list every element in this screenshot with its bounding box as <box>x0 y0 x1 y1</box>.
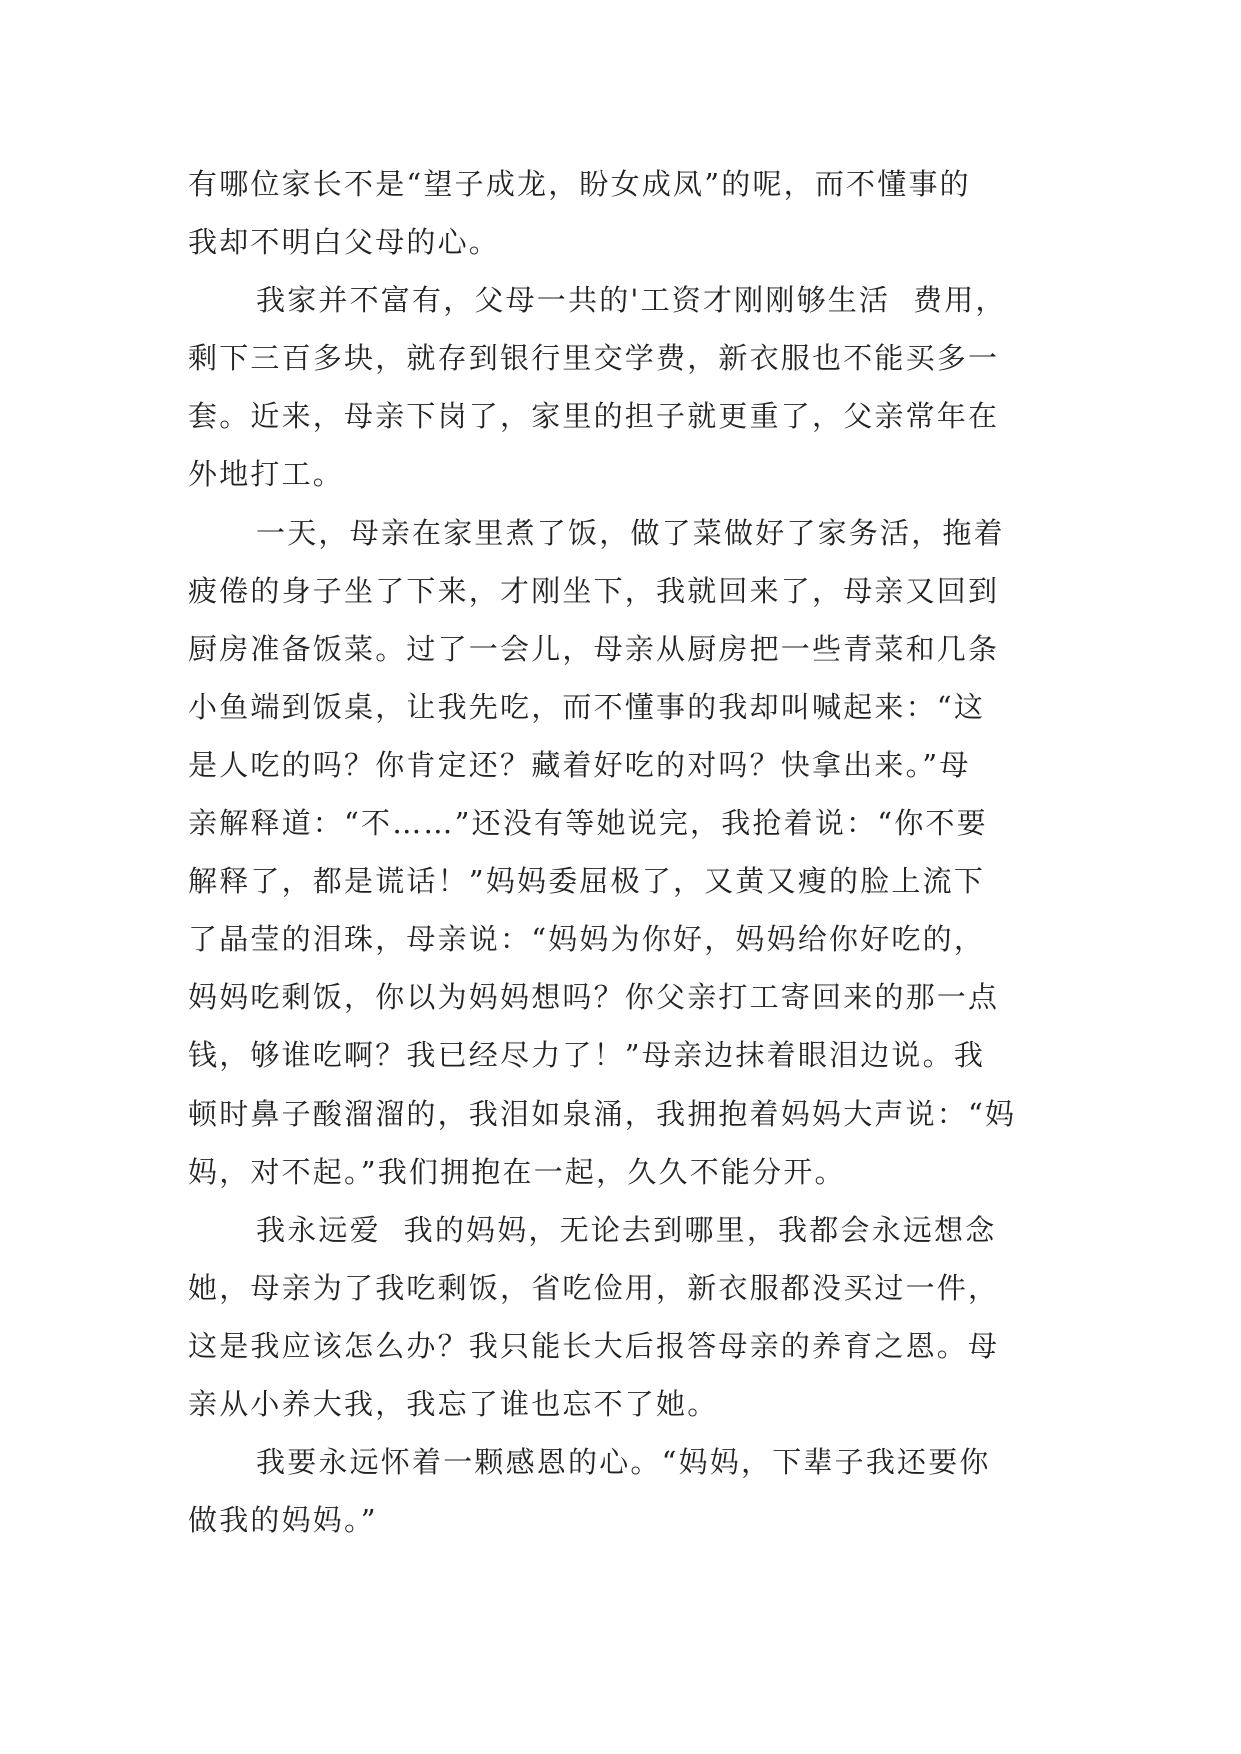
text-line: 套。近来，母亲下岗了，家里的担子就更重了，父亲常年在 <box>188 399 1000 434</box>
text-line: 是人吃的吗？你肯定还？藏着好吃的对吗？快拿出来。”母 <box>188 747 971 782</box>
text-line: 我家并不富有，父母一共的'工资才刚刚够生活 费用， <box>256 283 1007 318</box>
text-line: 亲解释道：“不……”还没有等她说完，我抢着说：“你不要 <box>188 806 988 841</box>
text-line: 这是我应该怎么办？我只能长大后报答母亲的养育之恩。母 <box>188 1328 1000 1363</box>
text-line: 厨房准备饭菜。过了一会儿，母亲从厨房把一些青菜和几条 <box>188 631 1000 666</box>
text-line: 我要永远怀着一颗感恩的心。“妈妈，下辈子我还要你 <box>256 1445 991 1480</box>
text-line: 顿时鼻子酸溜溜的，我泪如泉涌，我拥抱着妈妈大声说：“妈 <box>188 1096 1017 1131</box>
text-line: 剩下三百多块，就存到银行里交学费，新衣服也不能买多一 <box>188 341 1000 376</box>
text-line: 外地打工。 <box>188 457 345 492</box>
text-line: 钱，够谁吃啊？我已经尽力了！”母亲边抹着眼泪边说。我 <box>188 1038 986 1073</box>
text-line: 解释了，都是谎话！”妈妈委屈极了，又黄又瘦的脸上流下 <box>188 864 986 899</box>
text-line: 妈妈吃剩饭，你以为妈妈想吗？你父亲打工寄回来的那一点 <box>188 980 1000 1015</box>
text-line: 她，母亲为了我吃剩饭，省吃俭用，新衣服都没买过一件， <box>188 1270 1000 1305</box>
text-line: 有哪位家长不是“望子成龙，盼女成凤”的呢，而不懂事的 <box>188 167 971 201</box>
text-line: 做我的妈妈。” <box>188 1503 378 1538</box>
text-line: 亲从小养大我，我忘了谁也忘不了她。 <box>188 1386 719 1421</box>
text-line: 疲倦的身子坐了下来，才刚坐下，我就回来了，母亲又回到 <box>188 573 1000 608</box>
text-line: 我却不明白父母的心。 <box>188 225 501 260</box>
text-line: 妈，对不起。”我们拥抱在一起，久久不能分开。 <box>188 1154 846 1189</box>
essay-body <box>188 155 1058 1549</box>
text-line: 了晶莹的泪珠，母亲说：“妈妈为你好，妈妈给你好吃的， <box>188 922 986 957</box>
text-line: 一天，母亲在家里煮了饭，做了菜做好了家务活，拖着 <box>256 515 1005 550</box>
text-line: 我永远爱 我的妈妈，无论去到哪里，我都会永远想念 <box>256 1212 997 1247</box>
text-line: 小鱼端到饭桌，让我先吃，而不懂事的我却叫喊起来：“这 <box>188 689 986 724</box>
